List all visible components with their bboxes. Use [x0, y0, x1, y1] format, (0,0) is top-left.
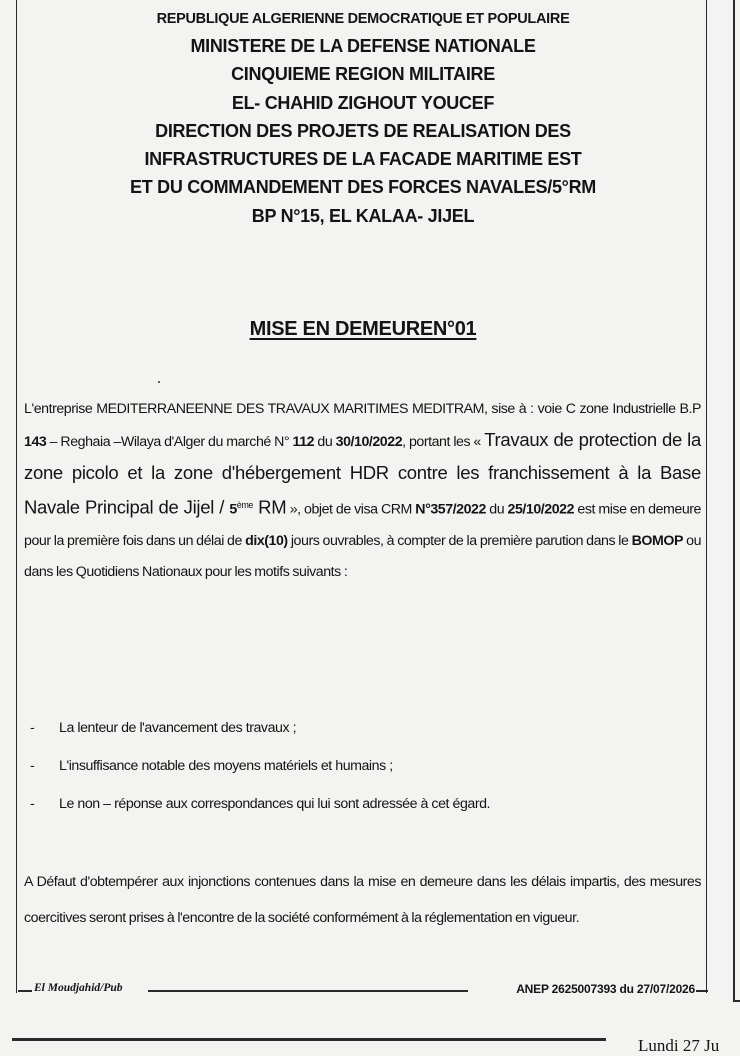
bullet-dash: - [30, 796, 35, 812]
header-line-2: MINISTERE DE LA DEFENSE NATIONALE [190, 36, 536, 56]
header-line-7: ET DU COMMANDEMENT DES FORCES NAVALES/5°RM [130, 177, 596, 198]
notice-paragraph-1: L'entreprise MEDITERRANEENNE DES TRAVAUX MARITIMES MEDITRAM, sise à : voie C zone Industrielle B.P 143 – Reghaia –Wilaya d'Alger du marché N° 112 du 30/10/2022, portant les « Travaux de protection de la zone picolo et la zone d'hébergement HDR contre les franchissement à la Base Navale Principal de Jijel / 5ème RM », objet de visa CRM N°357/2022 du 25/10/2022 est mise en demeure pour la première fois dans un délai de dix(10) jours ouvrables, à compter de la première parution dans le BOMOP ou dans les Quotidiens Nationaux pour les motifs suivants : [24, 401, 702, 580]
adjacent-column-border-cap [733, 1000, 740, 1002]
newspaper-date: Lundi 27 Ju [638, 1036, 720, 1055]
notice-paragraph-2: A Défaut d'obtempérer aux injonctions contenues dans la mise en demeure dans les délais impartis, des mesures coercitives seront prises à l'encontre de la société conformément à la réglementation en vigueur. [24, 874, 701, 926]
list-item [30, 751, 700, 789]
bullet-dash: - [30, 758, 35, 774]
list-item-text: La lenteur de l'avancement des travaux ; [59, 720, 297, 736]
notice-title-text: MISE EN DEMEUREN°01 [249, 318, 477, 340]
footer-rule-left [18, 990, 32, 992]
list-item-text: L'insuffisance notable des moyens matériels et humains ; [59, 758, 393, 774]
notice-title [18, 318, 708, 341]
publisher-credit: El Moudjahid/Pub [34, 982, 123, 994]
header-line-8: BP N°15, EL KALAA- JIJEL [251, 205, 475, 226]
footer-rule-right [696, 990, 708, 992]
anep-reference: ANEP 2625007393 du 27/07/2026 [516, 982, 695, 996]
footer-rule-middle [148, 990, 468, 992]
list-item [30, 789, 700, 827]
header-line-1: REPUBLIQUE ALGERIENNE DEMOCRATIQUE ET POPULAIRE [156, 11, 570, 27]
header-line-6: INFRASTRUCTURES DE LA FACADE MARITIME EST [144, 149, 582, 170]
list-item [30, 713, 700, 751]
list-item-text: Le non – réponse aux correspondances qui lui sont adressée à cet égard. [59, 796, 491, 812]
header-line-4: EL- CHAHID ZIGHOUT YOUCEF [231, 92, 495, 113]
header-line-3: CINQUIEME REGION MILITAIRE [231, 64, 495, 85]
grounds-list [30, 713, 700, 827]
bullet-dash: - [30, 720, 35, 736]
notice-footer [18, 980, 708, 1000]
page-bottom-rule [12, 1038, 606, 1041]
print-speck [158, 381, 160, 383]
header-line-5: DIRECTION DES PROJETS DE REALISATION DES [155, 120, 571, 141]
adjacent-column-border [733, 0, 735, 1000]
notice-header [18, 6, 708, 230]
